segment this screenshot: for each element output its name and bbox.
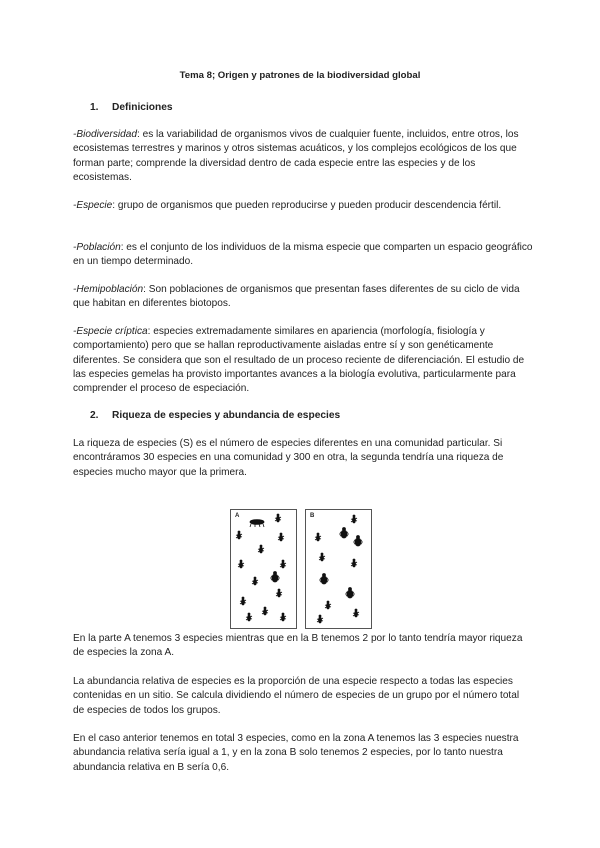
definition-term: -Especie [73, 200, 113, 211]
definition-term: -Especie críptica [73, 326, 148, 337]
zone-a-panel [230, 509, 297, 629]
ant-icon [353, 609, 359, 617]
definition-hemipoblacion [73, 283, 533, 312]
paragraph-riqueza: La riqueza de especies (S) es el número de especies diferentes en una comunidad particular. Si encontráramos 30 especies en una comunidad y 300 en otra, la segunda tendría una riqueza de especies mucho mayor que la primera. [73, 438, 504, 478]
ant-icon [315, 533, 321, 541]
ant-icon [262, 607, 268, 615]
zone-a-label: A [235, 513, 240, 519]
section-number: 2. [90, 410, 99, 421]
definition-term: -Población [73, 242, 121, 253]
zone-a-insects [231, 510, 296, 628]
beetle-icon [345, 588, 355, 599]
species-figure [230, 509, 372, 629]
definition-term: -Hemipoblación [73, 284, 144, 295]
zone-b-panel [305, 509, 372, 629]
ant-icon [236, 531, 242, 539]
ant-icon [238, 560, 244, 568]
ant-icon [240, 597, 246, 605]
ant-icon [351, 515, 357, 523]
definition-text: : grupo de organismos que pueden reproducirse y pueden producir descendencia fértil. [112, 200, 502, 211]
section-heading-riqueza [90, 410, 340, 421]
section-title: Definiciones [112, 102, 173, 113]
ant-icon [252, 577, 258, 585]
ant-icon [280, 560, 286, 568]
definition-especie [73, 199, 533, 213]
ant-icon [278, 533, 284, 541]
page-title: Tema 8; Origen y patrones de la biodiversidad global [179, 70, 421, 81]
section-title: Riqueza de especies y abundancia de especies [112, 410, 341, 421]
paragraph-ejemplo: En el caso anterior tenemos en total 3 especies, como en la zona A tenemos las 3 especies nuestra abundancia relativa sería igual a 1, y en la zona B solo tenemos 2 especies, por lo tanto nuestra abundancia relativa en B sería 0,6. [73, 733, 519, 773]
zone-b-label: B [310, 513, 315, 519]
definition-text: : Son poblaciones de organismos que presentan fases diferentes de su ciclo de vida que habitan en diferentes biotopos. [73, 284, 520, 310]
ant-icon [319, 553, 325, 561]
beetle-icon [339, 528, 349, 539]
ant-icon [258, 545, 264, 553]
beetle-icon [353, 536, 363, 547]
ant-icon [246, 613, 252, 621]
definition-text: : es el conjunto de los individuos de la misma especie que comparten un espacio geográfico en un tiempo determinado. [73, 242, 533, 268]
ant-icon [351, 559, 357, 567]
ant-icon [280, 613, 286, 621]
ant-icon [325, 601, 331, 609]
paragraph-comparacion: En la parte A tenemos 3 especies mientras que en la B tenemos 2 por lo tanto tendría mayor riqueza de especies la zona A. [73, 633, 523, 659]
definition-biodiversidad [73, 128, 533, 185]
definition-poblacion [73, 241, 533, 270]
definition-text: : es la variabilidad de organismos vivos de cualquier fuente, incluidos, entre otros, los ecosistemas terrestres y marinos y otros sistemas acuáticos, y los complejos ecológicos de los que forman parte; comprende la diversidad dentro de cada especie entre las especies y de los ecosistemas. [73, 129, 519, 183]
definition-especie-criptica [73, 325, 533, 396]
beetle-icon [270, 572, 280, 583]
ant-icon [317, 615, 323, 623]
section-heading-definiciones [90, 102, 173, 113]
ant-icon [276, 589, 282, 597]
section-number: 1. [90, 102, 99, 113]
ant-icon [275, 514, 281, 522]
paragraph-abundancia: La abundancia relativa de especies es la proporción de una especie respecto a todas las especies contenidas en un sitio. Se calcula dividiendo el número de especies de un grupo por el número total de especies de todos los grupos. [73, 676, 520, 716]
definition-text: : especies extremadamente similares en apariencia (morfología, fisiología y comportamiento) pero que se hallan reproductivamente aisladas entre sí y son genéticamente diferentes. Se considera que son el resultado de un proceso reciente de diferenciación. El estudio de las especies gemelas ha provisto importantes avances a la biología evolutiva, particularmente para comprender el proceso de especiación. [73, 326, 525, 395]
zone-b-insects [306, 510, 371, 628]
definition-term: -Biodiversidad [73, 129, 137, 140]
caterpillar-icon [250, 520, 264, 527]
beetle-icon [319, 574, 329, 585]
